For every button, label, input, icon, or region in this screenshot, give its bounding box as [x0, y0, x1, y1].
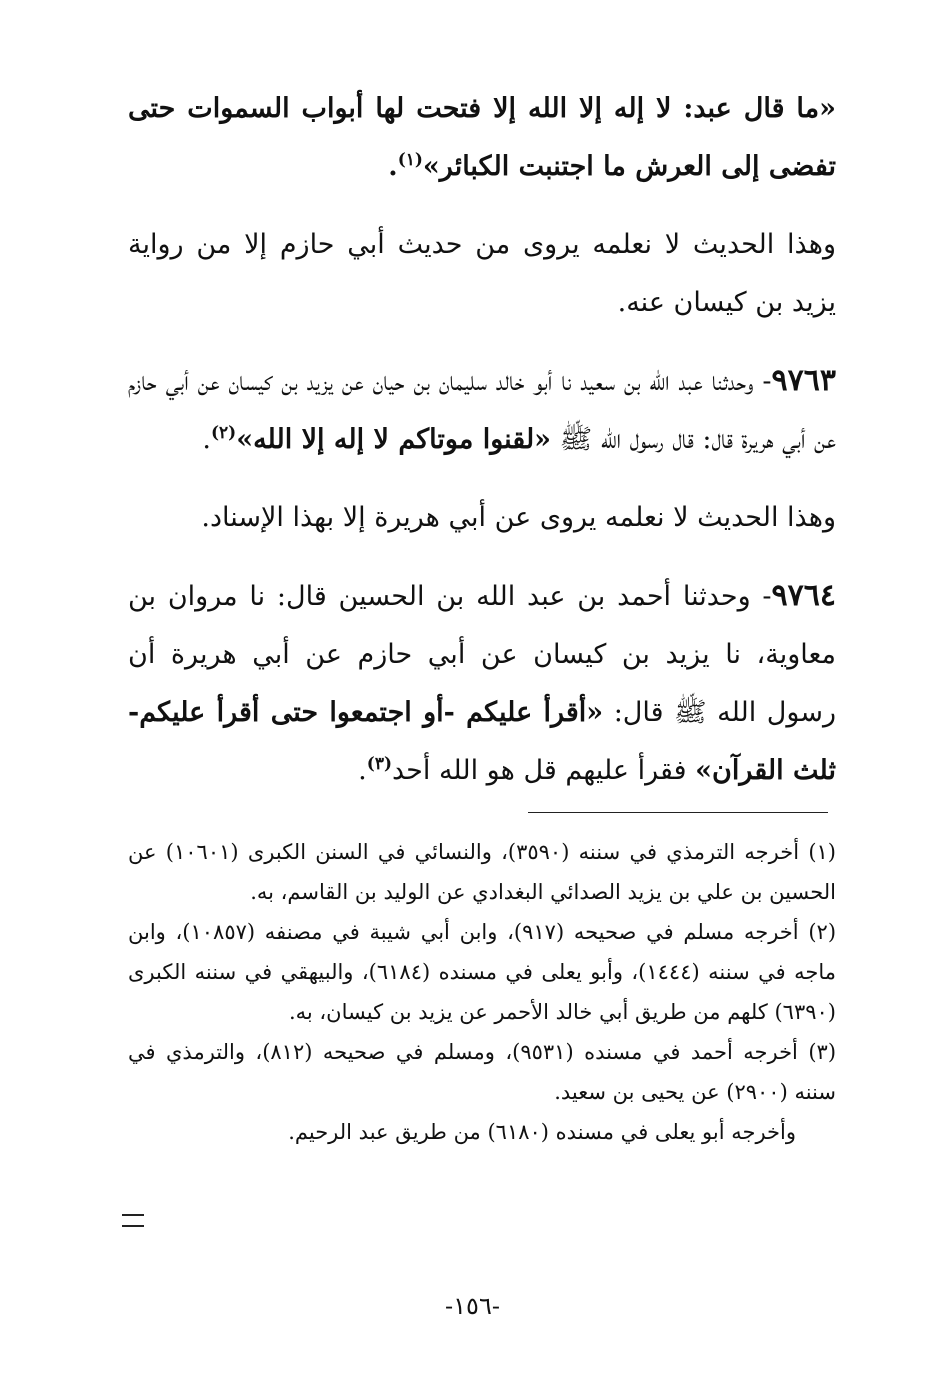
footnote-1: (١) أخرجه الترمذي في سننه (٣٥٩٠)، والنسائي في السنن الكبرى (١٠٦٠١) عن الحسين بن علي بن يزيد الصدائي البغدادي عن الوليد بن القاسم، به. [128, 840, 836, 904]
hadith-quote-text: «ما قال عبد: لا إله إلا الله إلا فتحت لها أبواب السموات حتى تفضى إلى العرش ما اجتنبت الكبائر» [128, 93, 836, 182]
hadith-quote: «أقرأ عليكم -أو اجتمعوا حتى أقرأ عليكم- ثلث القرآن» [128, 697, 836, 786]
footnote-marker-2: (٢) [210, 423, 237, 443]
period: . [358, 755, 367, 786]
commentary-paragraph-1: وهذا الحديث لا نعلمه يروى من حديث أبي حازم إلا من رواية يزيد بن كيسان عنه. [128, 229, 836, 318]
hadith-tail: فقرأ عليهم قل هو الله أحد [392, 755, 687, 786]
footnote-3-continuation: وأخرجه أبو يعلى في مسنده (٦١٨٠) من طريق عبد الرحيم. [288, 1120, 796, 1144]
hadith-chain: وحدثنا عبد الله بن سعيد نا أبو خالد سليمان بن حيان عن يزيد بن كيسان عن أبي حازم عن أبي هريرة قال: قال رسول الله ﷺ [128, 366, 836, 455]
footnote-3: (٣) أخرجه أحمد في مسنده (٩٥٣١)، ومسلم في صحيحه (٨١٢)، والترمذي في سننه (٢٩٠٠) عن يحيى بن سعيد. [128, 1040, 837, 1104]
hadith-number: ٩٧٦٤ [771, 578, 836, 613]
hadith-quote: «لقنوا موتاكم لا إله إلا الله» [236, 424, 552, 455]
page-number: -١٥٦- [445, 1292, 500, 1320]
footnote-marker-3: (٣) [366, 754, 392, 774]
footnote-marker-1: (١) [397, 150, 423, 170]
continuation-mark [122, 1214, 144, 1227]
footnotes [128, 832, 836, 1152]
hadith-paragraph-9764 [128, 567, 836, 800]
period: . [388, 151, 398, 182]
hadith-quote-paragraph [128, 80, 836, 196]
hadith-dash: - [753, 366, 772, 397]
hadith-dash: - [750, 581, 772, 612]
period: . [202, 424, 211, 455]
main-text [128, 80, 836, 820]
hadith-paragraph-9763 [128, 352, 836, 469]
hadith-chain: وحدثنا أحمد بن عبد الله بن الحسين قال: نا مروان بن معاوية، نا يزيد بن كيسان عن أبي حازم عن أبي هريرة أن رسول الله ﷺ قال: [128, 581, 836, 728]
commentary-paragraph-2: وهذا الحديث لا نعلمه يروى عن أبي هريرة إلا بهذا الإسناد. [201, 502, 836, 533]
footnote-2: (٢) أخرجه مسلم في صحيحه (٩١٧)، وابن أبي شيبة في مصنفه (١٠٨٥٧)، وابن ماجه في سننه (١٤٤٤)، وأبو يعلى في مسنده (٦١٨٤)، والبيهقي في سننه الكبرى (٦٣٩٠) كلهم من طريق أبي خالد الأحمر عن يزيد بن كيسان، به. [128, 920, 837, 1024]
hadith-number: ٩٧٦٣ [771, 363, 836, 398]
footnote-divider [528, 812, 828, 813]
